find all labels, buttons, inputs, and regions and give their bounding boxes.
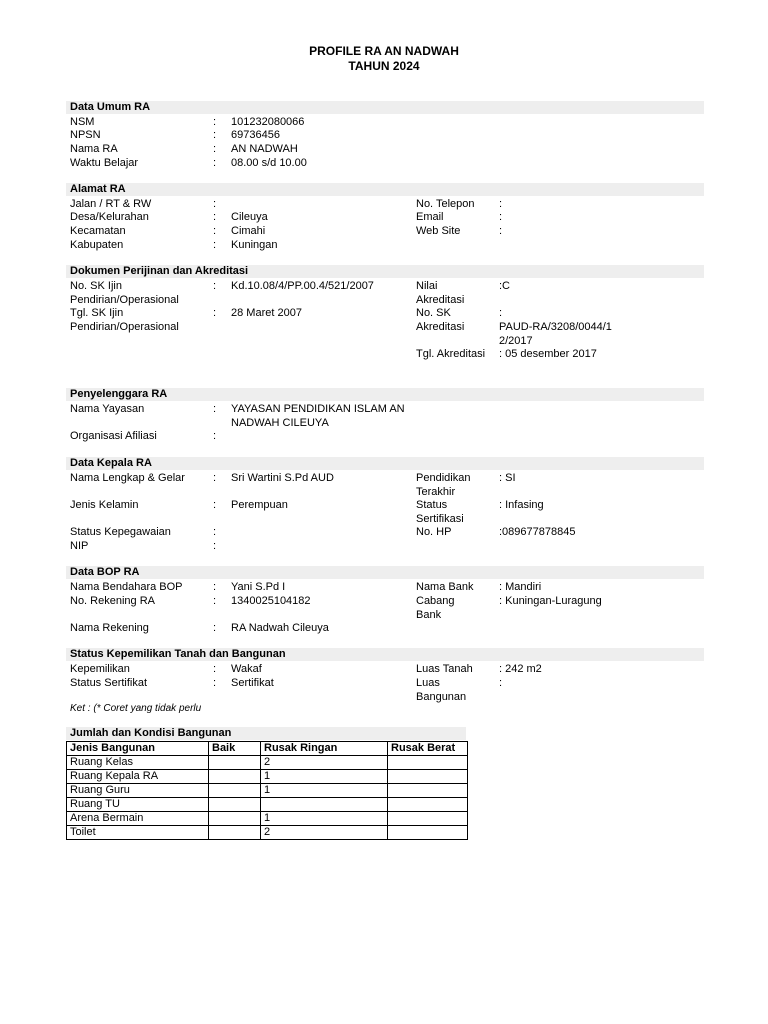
- section-kondisi: Jumlah dan Kondisi Bangunan: [66, 727, 466, 740]
- cell-baik: [209, 798, 261, 812]
- label-tgl-akreditasi: Tgl. Akreditasi: [416, 348, 486, 360]
- section-bop: Data BOP RA: [66, 566, 704, 579]
- label-afiliasi: Organisasi Afiliasi: [70, 430, 157, 442]
- label-sk-ijin: No. SK Ijin Pendirian/Operasional: [70, 280, 179, 306]
- label-bank: Nama Bank: [416, 581, 474, 593]
- colon: :: [213, 211, 217, 223]
- value-website: :: [499, 225, 503, 237]
- value-desa: Cileuya: [231, 211, 268, 223]
- value-bank: : Mandiri: [499, 581, 542, 593]
- cell-baik: [209, 756, 261, 770]
- col-rusak-berat: Rusak Berat: [388, 742, 468, 756]
- value-nama-rekening: RA Nadwah Cileuya: [231, 622, 329, 634]
- colon: :: [213, 526, 217, 538]
- colon: :: [213, 472, 217, 484]
- label-luas-tanah: Luas Tanah: [416, 663, 473, 675]
- cell-jenis: Toilet: [67, 826, 209, 840]
- label-no-sk-akreditasi: No. SK Akreditasi: [416, 307, 465, 333]
- value-kabupaten: Kuningan: [231, 239, 278, 251]
- section-data-umum: Data Umum RA: [66, 101, 704, 114]
- colon: :: [213, 403, 217, 415]
- cell-rusak-ringan: 1: [261, 770, 388, 784]
- value-telepon: :: [499, 198, 503, 210]
- colon: :: [213, 143, 217, 155]
- col-baik: Baik: [209, 742, 261, 756]
- label-yayasan: Nama Yayasan: [70, 403, 145, 415]
- value-status-sertifikat: Sertifikat: [231, 677, 274, 689]
- value-pendidikan: : SI: [499, 472, 516, 484]
- label-nama-ra: Nama RA: [70, 143, 118, 155]
- colon: :: [213, 430, 217, 442]
- cell-jenis: Ruang Kelas: [67, 756, 209, 770]
- label-desa: Desa/Kelurahan: [70, 211, 149, 223]
- colon: :: [213, 198, 217, 210]
- value-no-sk-akreditasi: PAUD-RA/3208/0044/1 2/2017: [499, 321, 612, 347]
- value-rekening: 1340025104182: [231, 595, 311, 607]
- value-nsm: 101232080066: [231, 116, 305, 128]
- label-kecamatan: Kecamatan: [70, 225, 126, 237]
- cell-baik: [209, 784, 261, 798]
- cell-jenis: Ruang Kepala RA: [67, 770, 209, 784]
- label-telepon: No. Telepon: [416, 198, 475, 210]
- value-luas-tanah: : 242 m2: [499, 663, 542, 675]
- section-penyelenggara: Penyelenggara RA: [66, 388, 704, 401]
- value-kepemilikan: Wakaf: [231, 663, 262, 675]
- cell-rusak-ringan: 1: [261, 812, 388, 826]
- page-title: PROFILE RA AN NADWAH: [309, 44, 459, 58]
- value-cabang: : Kuningan-Luragung: [499, 595, 602, 607]
- label-waktu-belajar: Waktu Belajar: [70, 157, 139, 169]
- label-email: Email: [416, 211, 444, 223]
- col-rusak-ringan: Rusak Ringan: [261, 742, 388, 756]
- cell-rusak-ringan: 2: [261, 826, 388, 840]
- label-nip: NIP: [70, 540, 89, 552]
- section-tanah: Status Kepemilikan Tanah dan Bangunan: [66, 648, 704, 661]
- table-row: [67, 798, 468, 812]
- cell-rusak-ringan: [261, 798, 388, 812]
- colon: :: [213, 239, 217, 251]
- value-no-sk-colon: :: [499, 307, 503, 319]
- cell-rusak-berat: [388, 798, 468, 812]
- cell-jenis: Ruang Guru: [67, 784, 209, 798]
- value-waktu-belajar: 08.00 s/d 10.00: [231, 157, 307, 169]
- label-nama-kepala: Nama Lengkap & Gelar: [70, 472, 185, 484]
- label-nama-rekening: Nama Rekening: [70, 622, 149, 634]
- label-cabang: Cabang Bank: [416, 595, 455, 621]
- cell-rusak-berat: [388, 770, 468, 784]
- colon: :: [213, 677, 217, 689]
- colon: :: [213, 157, 217, 169]
- colon: :: [213, 225, 217, 237]
- table-row: [67, 770, 468, 784]
- cell-jenis: Ruang TU: [67, 798, 209, 812]
- cell-rusak-ringan: 2: [261, 756, 388, 770]
- label-luas-bangunan: Luas Bangunan: [416, 677, 467, 703]
- cell-baik: [209, 770, 261, 784]
- value-sertifikasi: : Infasing: [499, 499, 544, 511]
- label-jalan: Jalan / RT & RW: [70, 198, 152, 210]
- label-jenis-kelamin: Jenis Kelamin: [70, 499, 139, 511]
- label-tgl-sk-ijin: Tgl. SK Ijin Pendirian/Operasional: [70, 307, 179, 333]
- colon: :: [213, 116, 217, 128]
- label-npsn: NPSN: [70, 129, 101, 141]
- colon: :: [213, 499, 217, 511]
- kondisi-table: [66, 741, 468, 840]
- value-nama-ra: AN NADWAH: [231, 143, 298, 155]
- section-alamat: Alamat RA: [66, 183, 704, 196]
- colon: :: [213, 581, 217, 593]
- value-bendahara: Yani S.Pd I: [231, 581, 286, 593]
- colon: :: [213, 307, 217, 319]
- value-sk-ijin: Kd.10.08/4/PP.00.4/521/2007: [231, 280, 374, 292]
- value-npsn: 69736456: [231, 129, 280, 141]
- cell-rusak-berat: [388, 784, 468, 798]
- label-bendahara: Nama Bendahara BOP: [70, 581, 183, 593]
- colon: :: [213, 540, 217, 552]
- cell-rusak-berat: [388, 826, 468, 840]
- colon: :: [213, 622, 217, 634]
- colon: :: [213, 663, 217, 675]
- label-nilai-akreditasi: Nilai Akreditasi: [416, 280, 465, 306]
- label-kepemilikan: Kepemilikan: [70, 663, 130, 675]
- section-kepala: Data Kepala RA: [66, 457, 704, 470]
- value-tgl-sk-ijin: 28 Maret 2007: [231, 307, 302, 319]
- colon: :: [213, 280, 217, 292]
- col-jenis: Jenis Bangunan: [67, 742, 209, 756]
- label-pendidikan: Pendidikan Terakhir: [416, 472, 471, 498]
- label-nsm: NSM: [70, 116, 95, 128]
- value-jenis-kelamin: Perempuan: [231, 499, 288, 511]
- cell-jenis: Arena Bermain: [67, 812, 209, 826]
- page-subtitle: TAHUN 2024: [348, 59, 420, 73]
- colon: :: [213, 129, 217, 141]
- label-rekening: No. Rekening RA: [70, 595, 155, 607]
- label-kabupaten: Kabupaten: [70, 239, 124, 251]
- table-row: [67, 812, 468, 826]
- cell-rusak-ringan: 1: [261, 784, 388, 798]
- label-hp: No. HP: [416, 526, 452, 538]
- table-row: [67, 826, 468, 840]
- label-sertifikasi: Status Sertifikasi: [416, 499, 464, 525]
- footnote: Ket : (* Coret yang tidak perlu: [70, 703, 202, 714]
- label-website: Web Site: [416, 225, 461, 237]
- cell-rusak-berat: [388, 812, 468, 826]
- table-row: [67, 784, 468, 798]
- value-tgl-akreditasi: : 05 desember 2017: [499, 348, 597, 360]
- cell-rusak-berat: [388, 756, 468, 770]
- value-nilai-akreditasi: :C: [499, 280, 510, 292]
- table-header-row: [67, 742, 468, 756]
- value-luas-bangunan: :: [499, 677, 503, 689]
- value-email: :: [499, 211, 503, 223]
- value-nama-kepala: Sri Wartini S.Pd AUD: [231, 472, 334, 484]
- value-hp: :089677878845: [499, 526, 576, 538]
- label-status-sertifikat: Status Sertifikat: [70, 677, 148, 689]
- cell-baik: [209, 826, 261, 840]
- value-kecamatan: Cimahi: [231, 225, 266, 237]
- table-row: [67, 756, 468, 770]
- label-status-kepegawaian: Status Kepegawaian: [70, 526, 171, 538]
- section-dokumen: Dokumen Perijinan dan Akreditasi: [66, 265, 704, 278]
- colon: :: [213, 595, 217, 607]
- cell-baik: [209, 812, 261, 826]
- value-yayasan: YAYASAN PENDIDIKAN ISLAM AN NADWAH CILEUYA: [231, 403, 405, 429]
